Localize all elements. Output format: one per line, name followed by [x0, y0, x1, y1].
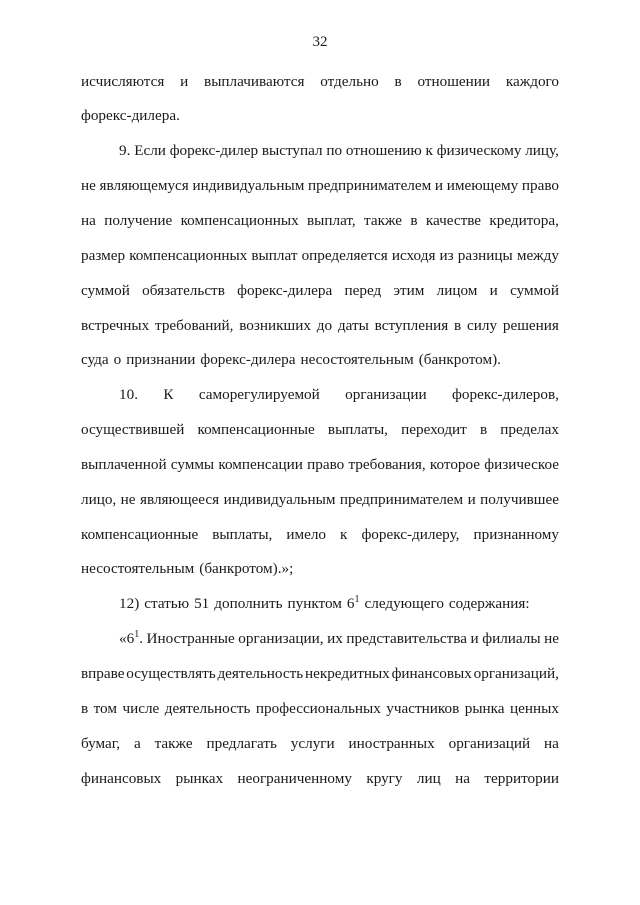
text-line: в том числе деятельность профессиональных участников рынка ценных	[81, 700, 559, 717]
text-line: выплаченной суммы компенсации право требования, которое физическое	[81, 456, 559, 473]
text-line: несостоятельным (банкротом).»;	[81, 560, 294, 577]
text-line: вправе осуществлять деятельность некредитных финансовых организаций,	[81, 665, 559, 682]
text-line: размер компенсационных выплат определяется исходя из разницы между	[81, 247, 559, 264]
text-line: суда о признании форекс-дилера несостоятельным (банкротом).	[81, 351, 501, 368]
text-line: на получение компенсационных выплат, также в качестве кредитора,	[81, 212, 559, 229]
text-line: финансовых рынках неограниченному кругу лиц на территории	[81, 770, 559, 787]
text-line: не являющемуся индивидуальным предпринимателем и имеющему право	[81, 177, 559, 194]
text-line: форекс-дилера.	[81, 107, 180, 124]
superscript: 1	[354, 594, 360, 605]
text-line: «$6^1$. Иностранные организации, их представительства и филиалы не	[119, 629, 559, 647]
text-line: 9. Если форекс-дилер выступал по отношению к физическому лицу,	[119, 142, 559, 159]
superscript: 1	[134, 629, 140, 640]
text-line: 12) статью 51 дополнить пунктом $6^1$ следующего содержания:	[119, 594, 530, 612]
text-line: встречных требований, возникших до даты вступления в силу решения	[81, 317, 559, 334]
text-line: осуществившей компенсационные выплаты, переходит в пределах	[81, 421, 559, 438]
text-line: бумаг, а также предлагать услуги иностранных организаций на	[81, 735, 559, 752]
text-line: суммой обязательств форекс-дилера перед этим лицом и суммой	[81, 282, 559, 299]
text-line: компенсационные выплаты, имело к форекс-дилеру, признанному	[81, 526, 559, 543]
text-line: 10. К саморегулируемой организации форекс-дилеров,	[119, 386, 559, 403]
page-number: 32	[312, 34, 328, 50]
text-line: лицо, не являющееся индивидуальным предпринимателем и получившее	[81, 491, 559, 508]
text-line: исчисляются и выплачиваются отдельно в отношении каждого	[81, 73, 559, 90]
